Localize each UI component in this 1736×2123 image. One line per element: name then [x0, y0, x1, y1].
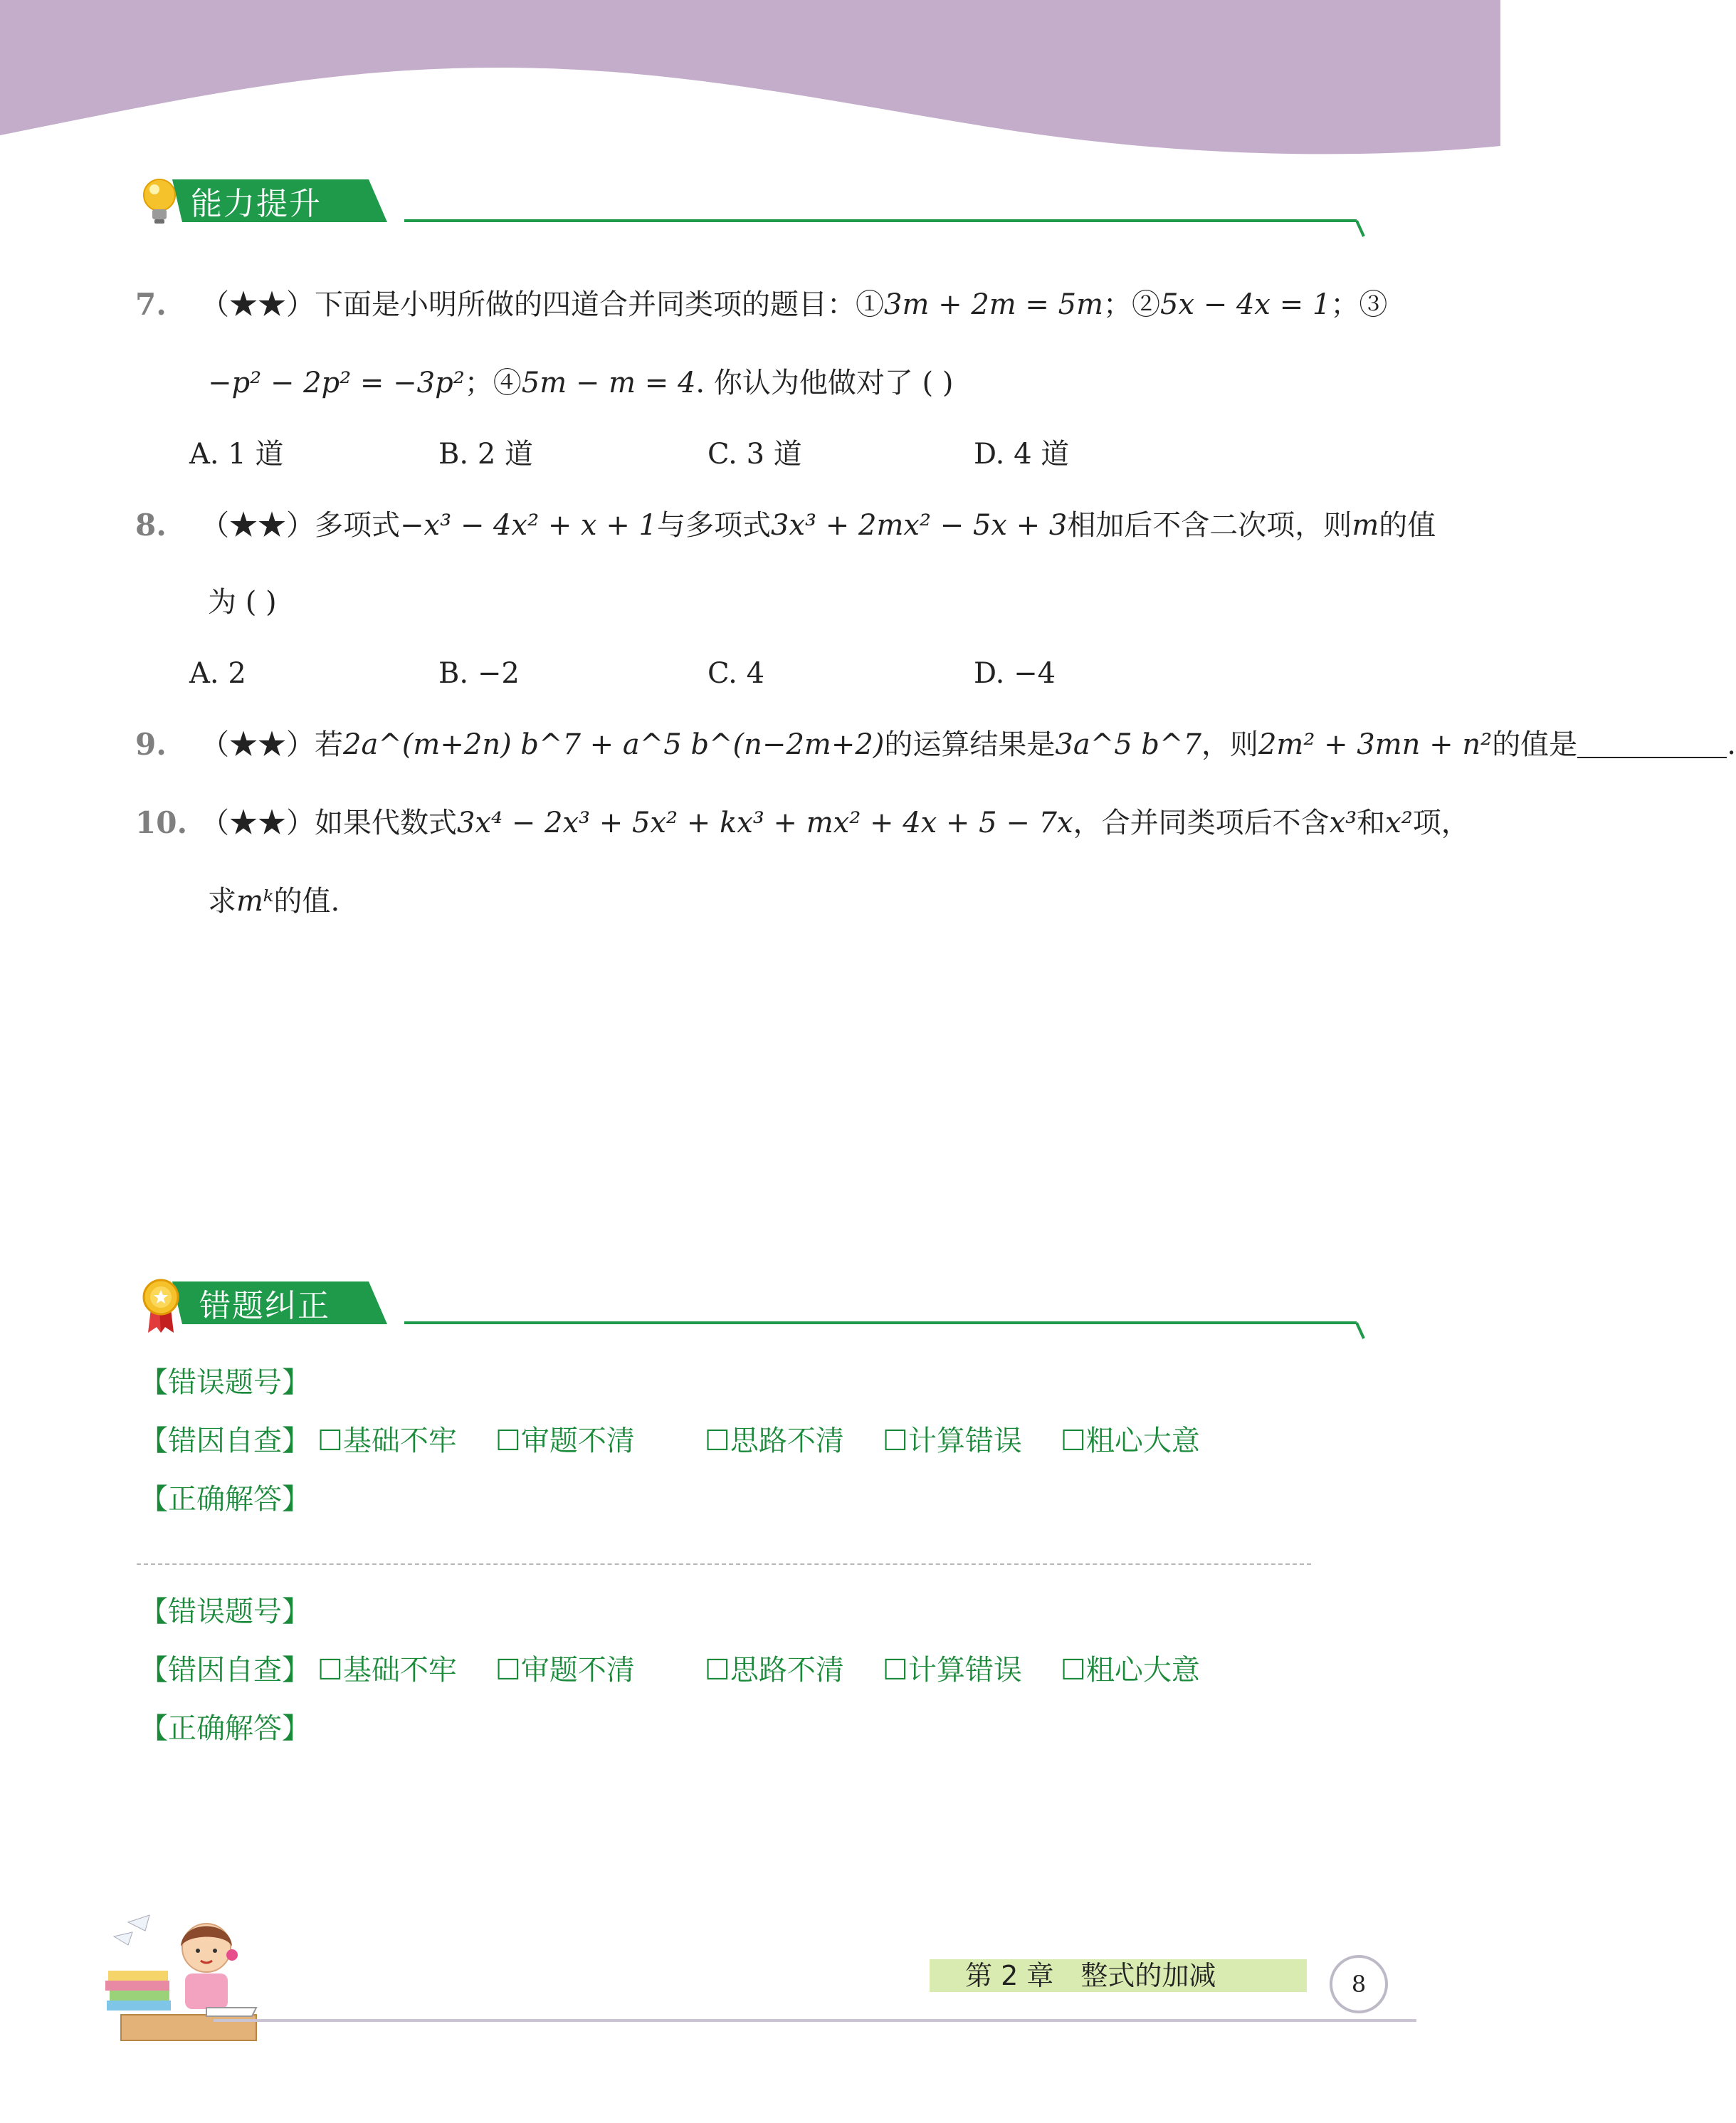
question-10-line-2 [208, 880, 340, 923]
q9-expr-1: 2a^(m+2n) b^7 + a^5 b^(n−2m+2) [343, 728, 885, 761]
q7-sep-1: ；② [1103, 288, 1161, 321]
q7-expr-1: 3m + 2m = 5m [884, 288, 1104, 321]
q7-option-b[interactable]: B. 2 道 [438, 438, 533, 471]
q10-text-b: ，合并同类项后不含 [1073, 807, 1330, 839]
section-banner-ability [140, 179, 1364, 229]
q7-text-2: . 你认为他做对了 ( ) [695, 367, 954, 399]
question-7-line-2 [208, 362, 953, 404]
checkbox-thinking-1[interactable]: ☐思路不清 [705, 1425, 844, 1457]
q7-option-d[interactable]: D. 4 道 [974, 438, 1070, 471]
footer-rule [214, 2019, 1416, 2022]
question-number-9: 9. [135, 727, 167, 762]
banner-shape [140, 179, 1364, 236]
checkbox-calculation-1[interactable]: ☐计算错误 [883, 1425, 1022, 1457]
checkbox-basics-1[interactable]: ☐基础不牢 [317, 1425, 457, 1457]
question-number-10: 10. [135, 805, 188, 840]
checkbox-careless-1[interactable]: ☐粗心大意 [1061, 1425, 1200, 1457]
q8-poly-1: −x³ − 4x² + x + 1 [400, 509, 657, 542]
q9-expr-3: 2m² + 3mn + n² [1258, 728, 1493, 761]
q8-text-c: 相加后不含二次项，则 [1067, 509, 1352, 542]
q9-text-d: 的值是 [1492, 728, 1578, 761]
question-number-8: 8. [135, 508, 167, 542]
page-number: 8 [1330, 1955, 1388, 2013]
q10-text-f: 的值. [273, 885, 340, 918]
q7-option-a[interactable]: A. 1 道 [189, 438, 284, 471]
q7-sep-3: ；④ [464, 367, 522, 399]
q7-sep-2: ；③ [1330, 288, 1388, 321]
checkbox-calculation-2[interactable]: ☐计算错误 [883, 1654, 1022, 1687]
q10-stars: （★★） [201, 807, 315, 839]
checkbox-thinking-2[interactable]: ☐思路不清 [705, 1654, 844, 1687]
dashed-divider [137, 1563, 1311, 1565]
q9-expr-2: 3a^5 b^7 [1055, 728, 1201, 761]
question-number-7: 7. [135, 287, 167, 322]
medal-icon [141, 1277, 181, 1334]
q7-text-1: 下面是小明所做的四道合并同类项的题目：① [315, 288, 884, 321]
q8-var-m: m [1352, 509, 1379, 542]
q10-expr: 3x⁴ − 2x³ + 5x² + kx³ + mx² + 4x + 5 − 7x [457, 807, 1073, 839]
q10-x3: x³ [1329, 807, 1357, 839]
error-cause-label-2: 【错因自查】 [140, 1654, 310, 1687]
q9-text-c: ，则 [1201, 728, 1258, 761]
q10-text-d: 项， [1412, 807, 1470, 839]
section-title-correction: 错题纠正 [199, 1288, 330, 1324]
lightbulb-icon [140, 175, 179, 228]
checkbox-reading-2[interactable]: ☐审题不清 [495, 1654, 635, 1687]
q7-expr-4: 5m − m = 4 [521, 367, 696, 399]
q9-answer-blank[interactable] [1577, 725, 1727, 758]
footer-chapter-label [930, 1959, 1307, 1992]
q8-option-b[interactable]: B. −2 [438, 657, 520, 690]
q8-text-d: 的值 [1379, 509, 1436, 542]
section-title-ability: 能力提升 [191, 186, 322, 222]
question-8-line-1 [201, 504, 1436, 547]
checkbox-basics-2[interactable]: ☐基础不牢 [317, 1654, 457, 1687]
q7-expr-3: −p² − 2p² = −3p² [208, 367, 465, 399]
error-cause-label-1: 【错因自查】 [140, 1425, 310, 1457]
q8-text-b: 与多项式 [657, 509, 771, 542]
checkbox-reading-1[interactable]: ☐审题不清 [495, 1425, 635, 1457]
question-7-line-1 [201, 283, 1387, 326]
q7-stars: （★★） [201, 288, 315, 321]
question-8-line-2: 为 ( ) [208, 586, 277, 619]
q9-text-b: 的运算结果是 [884, 728, 1056, 761]
wrong-question-number-label-2: 【错误题号】 [140, 1595, 310, 1628]
q8-option-d[interactable]: D. −4 [974, 657, 1056, 690]
top-wave-decoration [0, 0, 1500, 164]
q8-option-c[interactable]: C. 4 [707, 657, 765, 690]
wrong-question-number-label-1: 【错误题号】 [140, 1366, 310, 1399]
q10-text-e: 求 [208, 885, 236, 918]
q7-expr-2: 5x − 4x = 1 [1160, 288, 1331, 321]
q10-mk: mᵏ [236, 885, 274, 918]
q7-option-c[interactable]: C. 3 道 [707, 438, 802, 471]
q8-poly-2: 3x³ + 2mx² − 5x + 3 [771, 509, 1068, 542]
section-banner-correction [140, 1281, 1364, 1331]
correct-answer-label-2: 【正确解答】 [140, 1712, 310, 1745]
chapter-text: 第 2 章 整式的加减 [965, 1960, 1216, 1991]
q10-text-a: 如果代数式 [315, 807, 457, 839]
q8-option-a[interactable]: A. 2 [189, 657, 246, 690]
q9-stars: （★★） [201, 728, 315, 761]
q9-period: . [1727, 728, 1736, 761]
q8-stars: （★★） [201, 509, 315, 542]
question-10-line-1 [201, 802, 1470, 844]
question-9-line-1 [201, 723, 1736, 766]
q10-text-c: 和 [1357, 807, 1386, 839]
q8-text-a: 多项式 [315, 509, 400, 542]
correct-answer-label-1: 【正确解答】 [140, 1483, 310, 1516]
checkbox-careless-2[interactable]: ☐粗心大意 [1061, 1654, 1200, 1687]
q10-x2: x² [1385, 807, 1413, 839]
q9-text-a: 若 [315, 728, 343, 761]
